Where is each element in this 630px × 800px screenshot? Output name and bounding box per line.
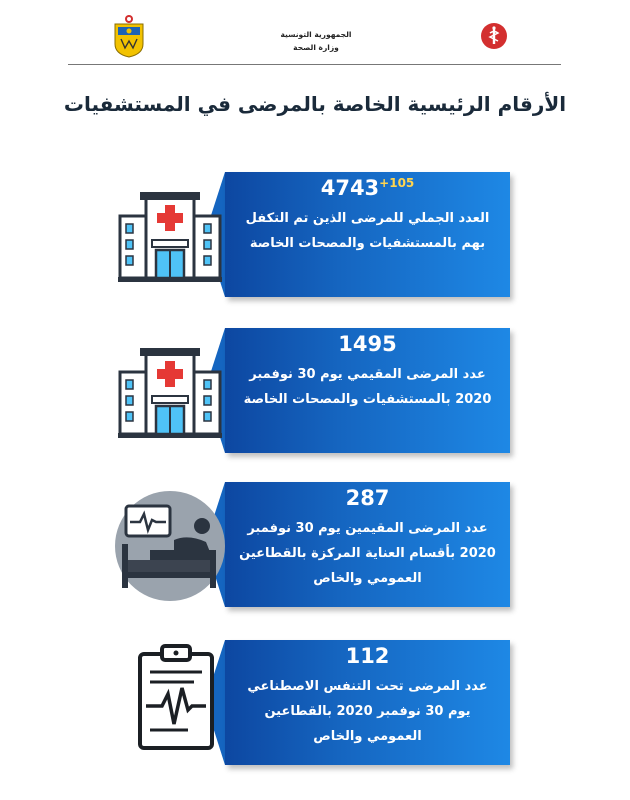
tunisia-emblem-icon — [112, 14, 146, 58]
stat-card-ventilated — [225, 640, 510, 765]
clipboard-ecg-icon — [136, 644, 216, 752]
stat-value: 112 — [345, 644, 390, 668]
header-divider — [68, 64, 561, 65]
page-title: الأرقام الرئيسية الخاصة بالمرضى في المستشفيات — [63, 92, 567, 116]
hospital-icon — [118, 190, 222, 284]
ministry-label — [270, 28, 362, 54]
stat-card-hospitalized — [225, 328, 510, 453]
stat-description: العدد الجملي للمرضى الذين تم التكفل بهم بالمستشفيات والمصحات الخاصة — [245, 211, 490, 251]
stat-value: 287 — [345, 486, 390, 510]
stat-card-total — [225, 172, 510, 297]
republic-name: الجمهورية التونسية — [280, 30, 352, 39]
stat-description: عدد المرضى المقيمين يوم 30 نوفمبر 2020 بأقسام العناية المركزة بالقطاعين العمومي والخاص — [239, 521, 496, 586]
stat-description: عدد المرضى تحت التنفس الاصطناعي يوم 30 نوفمبر 2020 بالقطاعين العمومي والخاص — [247, 679, 488, 744]
stat-value-number: 4743 — [320, 176, 380, 200]
hospital-icon — [118, 346, 222, 440]
stat-value: 1495 — [338, 332, 397, 356]
ministry-name: وزارة الصحة — [293, 43, 339, 52]
icu-bed-icon — [114, 490, 226, 602]
stat-card-icu — [225, 482, 510, 607]
stat-value — [225, 176, 510, 200]
stat-increment: +105 — [379, 176, 415, 190]
header — [0, 0, 630, 68]
stat-description: عدد المرضى المقيمي يوم 30 نوفمبر 2020 بالمستشفيات والمصحات الخاصة — [243, 367, 492, 407]
ministry-logo-icon — [480, 22, 508, 50]
